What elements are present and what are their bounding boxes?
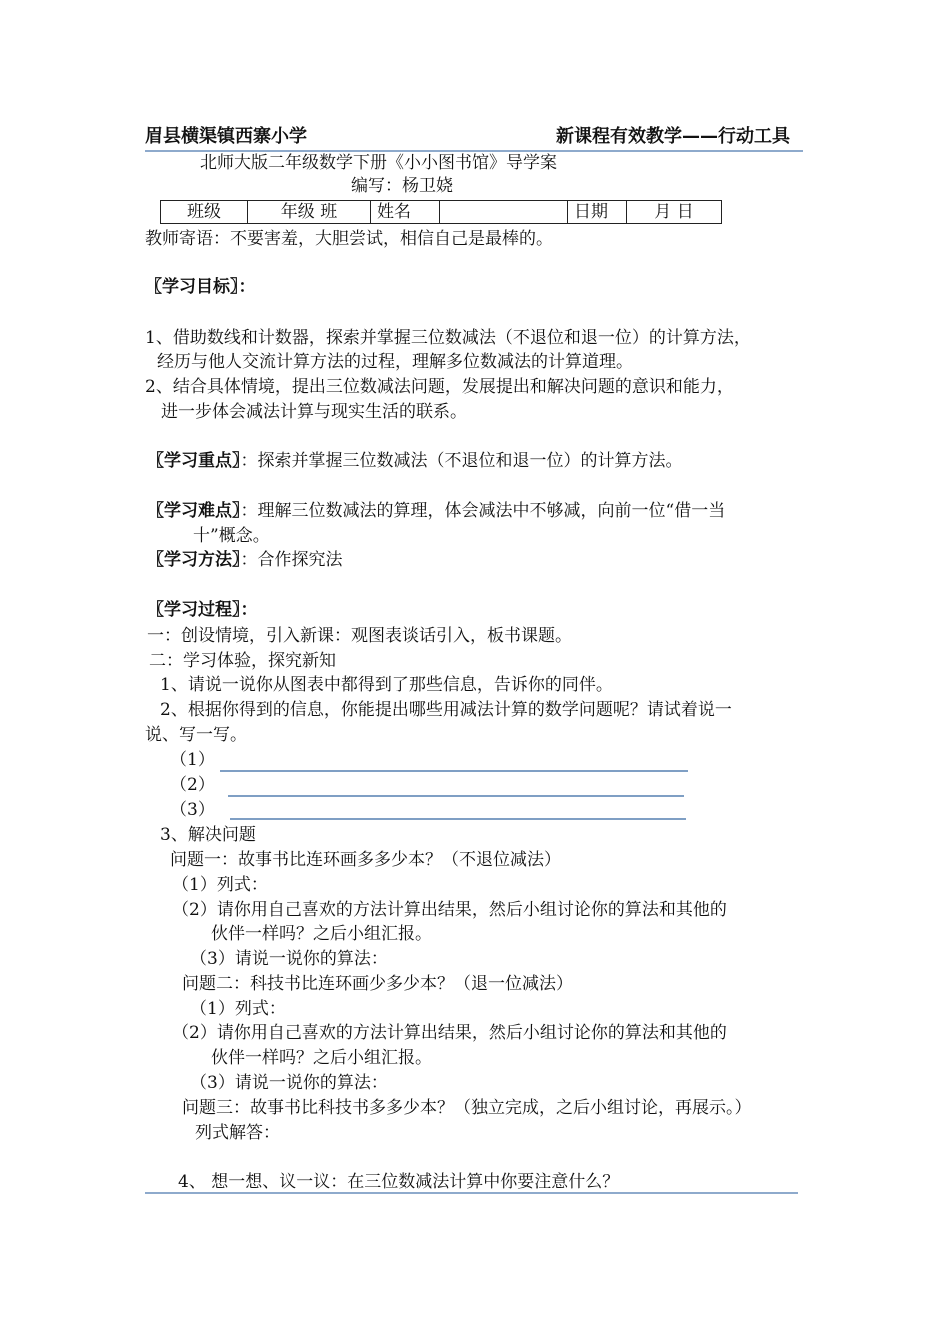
method-label: 〖学习方法〗 (147, 550, 241, 570)
difficulty-text: ：理解三位数减法的算理，体会减法中不够减，向前一位“借一当 (240, 501, 726, 521)
method-text: ：合作探究法 (240, 550, 343, 570)
teacher-note: 教师寄语：不要害羞，大胆尝试，相信自己是最棒的。 (145, 229, 553, 249)
method (147, 552, 343, 569)
process-heading: 〖学习过程〗： (147, 600, 258, 620)
goal-line: 进一步体会减法计算与现实生活的联系。 (161, 402, 467, 422)
cell-date-value: 月 日 (627, 201, 722, 224)
goal-line: 1、借助数线和计数器，探索并掌握三位数减法（不退位和退一位）的计算方法， (145, 328, 751, 348)
goal-line: 经历与他人交流计算方法的过程，理解多位数减法的计算道理。 (157, 352, 633, 372)
process-line: 1、请说一说你从图表中都得到了那些信息，告诉你的同伴。 (160, 675, 613, 695)
process-line: 4、 想一想、议一议：在三位数减法计算中你要注意什么？ (178, 1172, 620, 1192)
school-name: 眉县横渠镇西寨小学 (145, 126, 307, 147)
process-line: 2、根据你得到的信息，你能提出哪些用减法计算的数学问题呢？请试着说一 (160, 700, 732, 720)
answer-line (228, 795, 684, 797)
process-line: 问题一：故事书比连环画多多少本？（不退位减法） (170, 850, 561, 870)
process-line: （2）请你用自己喜欢的方法计算出结果，然后小组讨论你的算法和其他的 (172, 1023, 727, 1043)
goals-heading: 〖学习目标〗： (145, 277, 256, 297)
difficulty-label: 〖学习难点〗 (147, 501, 241, 521)
process-line: 3、解决问题 (160, 825, 256, 845)
process-line: 列式解答： (195, 1123, 280, 1143)
header-rule (145, 150, 803, 152)
answer-label: （3） (170, 800, 215, 820)
doc-title: 北师大版二年级数学下册《小小图书馆》导学案 (200, 153, 557, 173)
process-line: （1）列式： (172, 875, 268, 895)
key-point (147, 453, 683, 470)
series-title: 新课程有效教学——行动工具 (556, 126, 790, 147)
cell-grade-class: 年级 班 (248, 201, 371, 224)
answer-line (220, 770, 688, 772)
answer-line (230, 818, 686, 820)
difficulty (147, 503, 725, 520)
process-line: 伙伴一样吗？之后小组汇报。 (211, 924, 432, 944)
process-line: 伙伴一样吗？之后小组汇报。 (211, 1048, 432, 1068)
process-line: （1）列式： (190, 999, 286, 1019)
difficulty-continued: 十”概念。 (193, 526, 270, 546)
process-line: 一：创设情境，引入新课：观图表谈话引入，板书课题。 (147, 626, 572, 646)
goal-line: 2、结合具体情境，提出三位数减法问题，发展提出和解决问题的意识和能力， (145, 377, 734, 397)
process-line: （3）请说一说你的算法： (190, 1073, 388, 1093)
answer-label: （2） (170, 775, 215, 795)
cell-name-value (440, 201, 568, 224)
doc-author: 编写：杨卫娆 (351, 176, 453, 196)
student-info-table (160, 200, 722, 224)
process-line: （3）请说一说你的算法： (190, 949, 388, 969)
process-line: 二：学习体验，探究新知 (149, 651, 336, 671)
process-line: 说、写一写。 (145, 725, 247, 745)
footer-rule (145, 1192, 798, 1194)
key-point-label: 〖学习重点〗 (147, 451, 241, 471)
cell-name-label: 姓名 (371, 201, 440, 224)
process-line: 问题二：科技书比连环画少多少本？（退一位减法） (182, 974, 573, 994)
cell-class-label: 班级 (161, 201, 248, 224)
process-line: 问题三：故事书比科技书多多少本？（独立完成，之后小组讨论，再展示。） (182, 1098, 752, 1118)
process-line: （2）请你用自己喜欢的方法计算出结果，然后小组讨论你的算法和其他的 (172, 900, 727, 920)
answer-label: （1） (170, 750, 215, 770)
cell-date-label: 日期 (568, 201, 627, 224)
key-point-text: ：探索并掌握三位数减法（不退位和退一位）的计算方法。 (240, 451, 683, 471)
